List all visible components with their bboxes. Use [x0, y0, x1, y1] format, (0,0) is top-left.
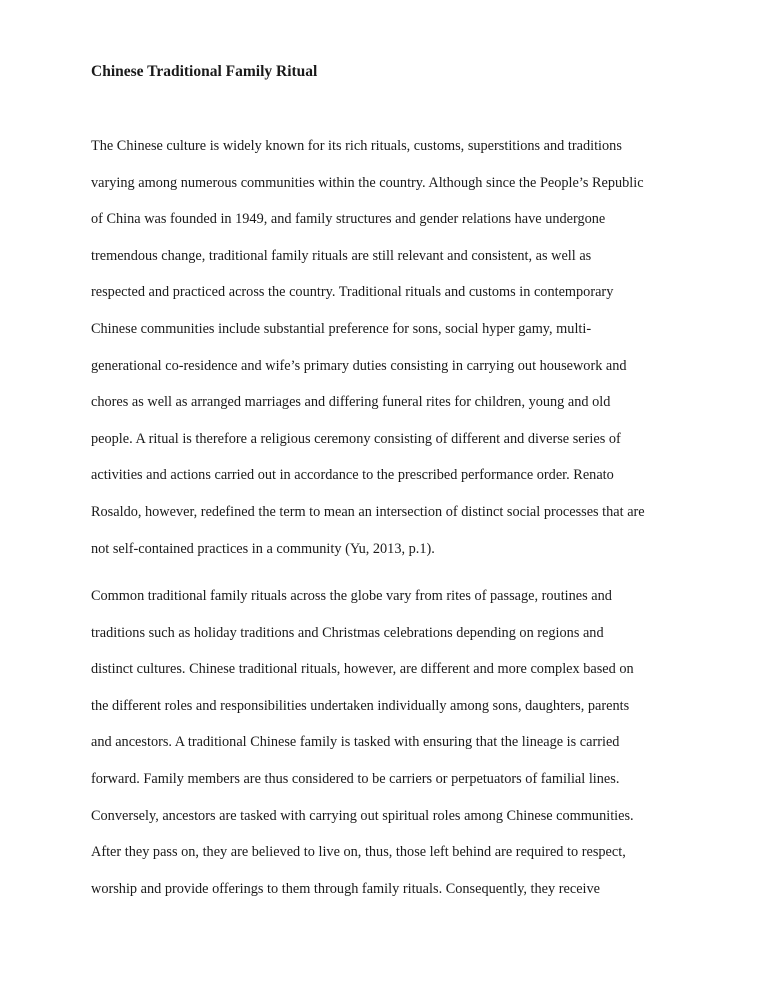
paragraph-line: and ancestors. A traditional Chinese family is tasked with ensuring that the lineage is carried [91, 734, 620, 751]
paragraph-line: tremendous change, traditional family rituals are still relevant and consistent, as well as [91, 247, 592, 264]
paragraph-line: varying among numerous communities within the country. Although since the People’s Republic [91, 174, 644, 191]
paragraph-line: not self-contained practices in a community (Yu, 2013, p.1). [91, 540, 435, 557]
paragraph-line: Conversely, ancestors are tasked with carrying out spiritual roles among Chinese communities. [91, 807, 634, 824]
paragraph-line: people. A ritual is therefore a religious ceremony consisting of different and diverse series of [91, 430, 621, 447]
paragraph-line: generational co-residence and wife’s primary duties consisting in carrying out housework and [91, 357, 627, 374]
paragraph-line: chores as well as arranged marriages and differing funeral rites for children, young and old [91, 394, 611, 411]
paragraph-line: After they pass on, they are believed to live on, thus, those left behind are required to respect, [91, 844, 626, 861]
paragraph-line: the different roles and responsibilities undertaken individually among sons, daughters, parents [91, 697, 630, 714]
document-title: Chinese Traditional Family Ritual [91, 63, 318, 80]
paragraph-line: respected and practiced across the country. Traditional rituals and customs in contemporary [91, 284, 614, 301]
paragraph-line: worship and provide offerings to them through family rituals. Consequently, they receive [91, 880, 601, 897]
paragraph-line: Rosaldo, however, redefined the term to mean an intersection of distinct social processes that are [91, 503, 645, 520]
paragraph-line: of China was founded in 1949, and family structures and gender relations have undergone [91, 211, 606, 228]
paragraph-2 [91, 586, 634, 915]
paragraph-line: Chinese communities include substantial preference for sons, social hyper gamy, multi- [91, 320, 592, 337]
paragraph-line: forward. Family members are thus considered to be carriers or perpetuators of familial lines. [91, 770, 620, 787]
paragraph-line: The Chinese culture is widely known for its rich rituals, customs, superstitions and traditions [91, 138, 622, 154]
paragraph-line: Common traditional family rituals across the globe vary from rites of passage, routines and [91, 588, 612, 604]
paragraph-line: distinct cultures. Chinese traditional rituals, however, are different and more complex based on [91, 661, 634, 678]
paragraph-line: activities and actions carried out in accordance to the prescribed performance order. Renato [91, 467, 614, 484]
paragraph-line: traditions such as holiday traditions and Christmas celebrations depending on regions and [91, 624, 604, 641]
paragraph-1 [91, 136, 645, 575]
